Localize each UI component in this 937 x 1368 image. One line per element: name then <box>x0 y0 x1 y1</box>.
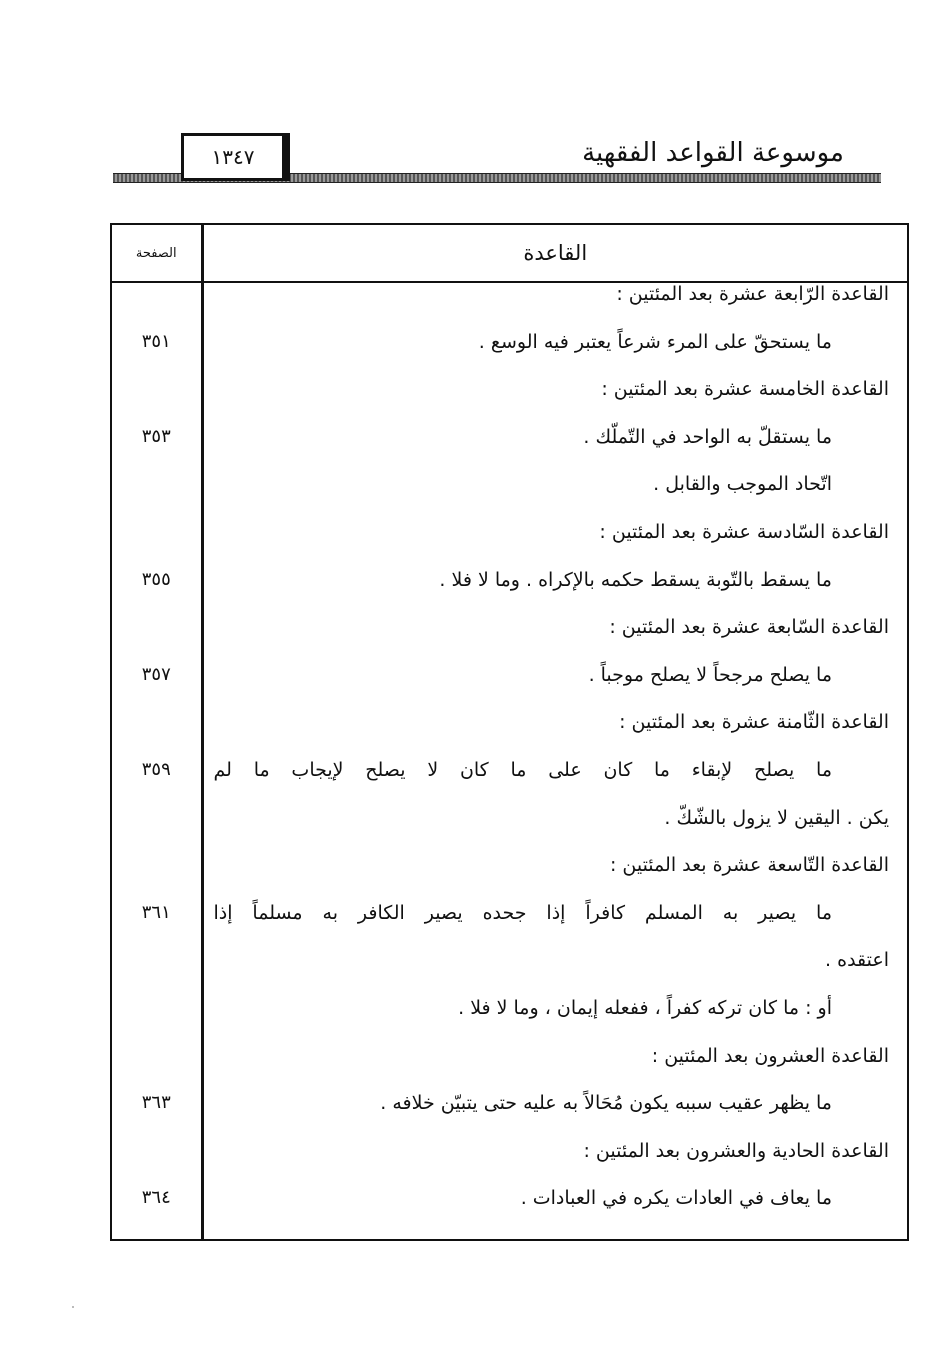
rule-text-line: ما يسقط بالتّوبة يسقط حكمه بالإكراه . وما لا فلا . <box>439 568 832 591</box>
page-number-column <box>111 282 202 1240</box>
page-reference: ٣٥٧ <box>141 663 171 685</box>
rule-heading-line: القاعدة العشرون بعد المئتين : <box>651 1044 889 1067</box>
table-header-row <box>111 224 908 282</box>
rule-text-line: ما يصلح مرجحاً لا يصلح موجباً . <box>588 663 832 686</box>
page-reference: ٣٦١ <box>141 901 171 923</box>
rule-heading-line: القاعدة الرّابعة عشرة بعد المئتين : <box>616 283 889 305</box>
page-reference: ٣٥١ <box>141 330 171 352</box>
page-header <box>0 0 937 190</box>
rules-index-table <box>110 223 909 1241</box>
rule-text-line: اتّحاد الموجب والقابل . <box>653 473 832 496</box>
rule-text-line: ما يستقلّ به الواحد في التّملّك . <box>583 425 832 448</box>
rule-heading-line: القاعدة الثّامنة عشرة بعد المئتين : <box>619 711 889 734</box>
rule-heading-line: القاعدة الخامسة عشرة بعد المئتين : <box>601 378 889 401</box>
page-reference: ٣٥٣ <box>141 425 171 447</box>
scan-speck <box>72 1306 74 1308</box>
rule-heading-line: القاعدة السّادسة عشرة بعد المئتين : <box>599 521 889 543</box>
rule-text-line: ما يصير به المسلم كافراً إذا جحده يصير الكافر به مسلماً إذا <box>213 901 832 924</box>
book-title: موسوعة القواعد الفقهية <box>582 138 844 168</box>
rule-text-line: ما يستحقّ على المرء شرعاً يعتبر فيه الوسع . <box>478 330 832 353</box>
rule-heading-line: القاعدة السّابعة عشرة بعد المئتين : <box>609 616 889 639</box>
page-number: ١٣٤٧ <box>211 145 255 169</box>
rule-heading-line: يكن . اليقين لا يزول بالشّكّ . <box>664 806 889 829</box>
rule-heading-line: القاعدة التّاسعة عشرة بعد المئتين : <box>609 854 889 877</box>
column-header-page: الصفحة <box>111 224 202 282</box>
rule-text-line: ما يعاف في العادات يكره في العبادات . <box>520 1187 832 1210</box>
rule-text-line: ما يصلح لإبقاء ما كان على ما كان لا يصلح لإيجاب ما لم <box>213 759 832 781</box>
rule-text-line: أو : ما كان تركه كفراً ، ففعله إيمان ، وما لا فلا . <box>458 997 832 1019</box>
rule-heading-line: القاعدة الحادية والعشرون بعد المئتين : <box>583 1139 889 1162</box>
page-reference: ٣٥٥ <box>141 568 171 590</box>
page-reference: ٣٦٤ <box>141 1187 171 1209</box>
page-number-box <box>181 133 285 181</box>
table-body-row <box>111 282 908 1240</box>
rule-text-line: ما يظهر عقيب سببه يكون مُحَالاً به عليه حتى يتبيّن خلافه . <box>380 1092 832 1115</box>
page-reference: ٣٦٣ <box>141 1092 171 1114</box>
page-reference: ٣٥٩ <box>141 759 171 780</box>
rule-heading-line: اعتقده . <box>825 949 889 972</box>
rule-text-column <box>202 282 908 1240</box>
column-header-rule: القاعدة <box>202 224 908 282</box>
